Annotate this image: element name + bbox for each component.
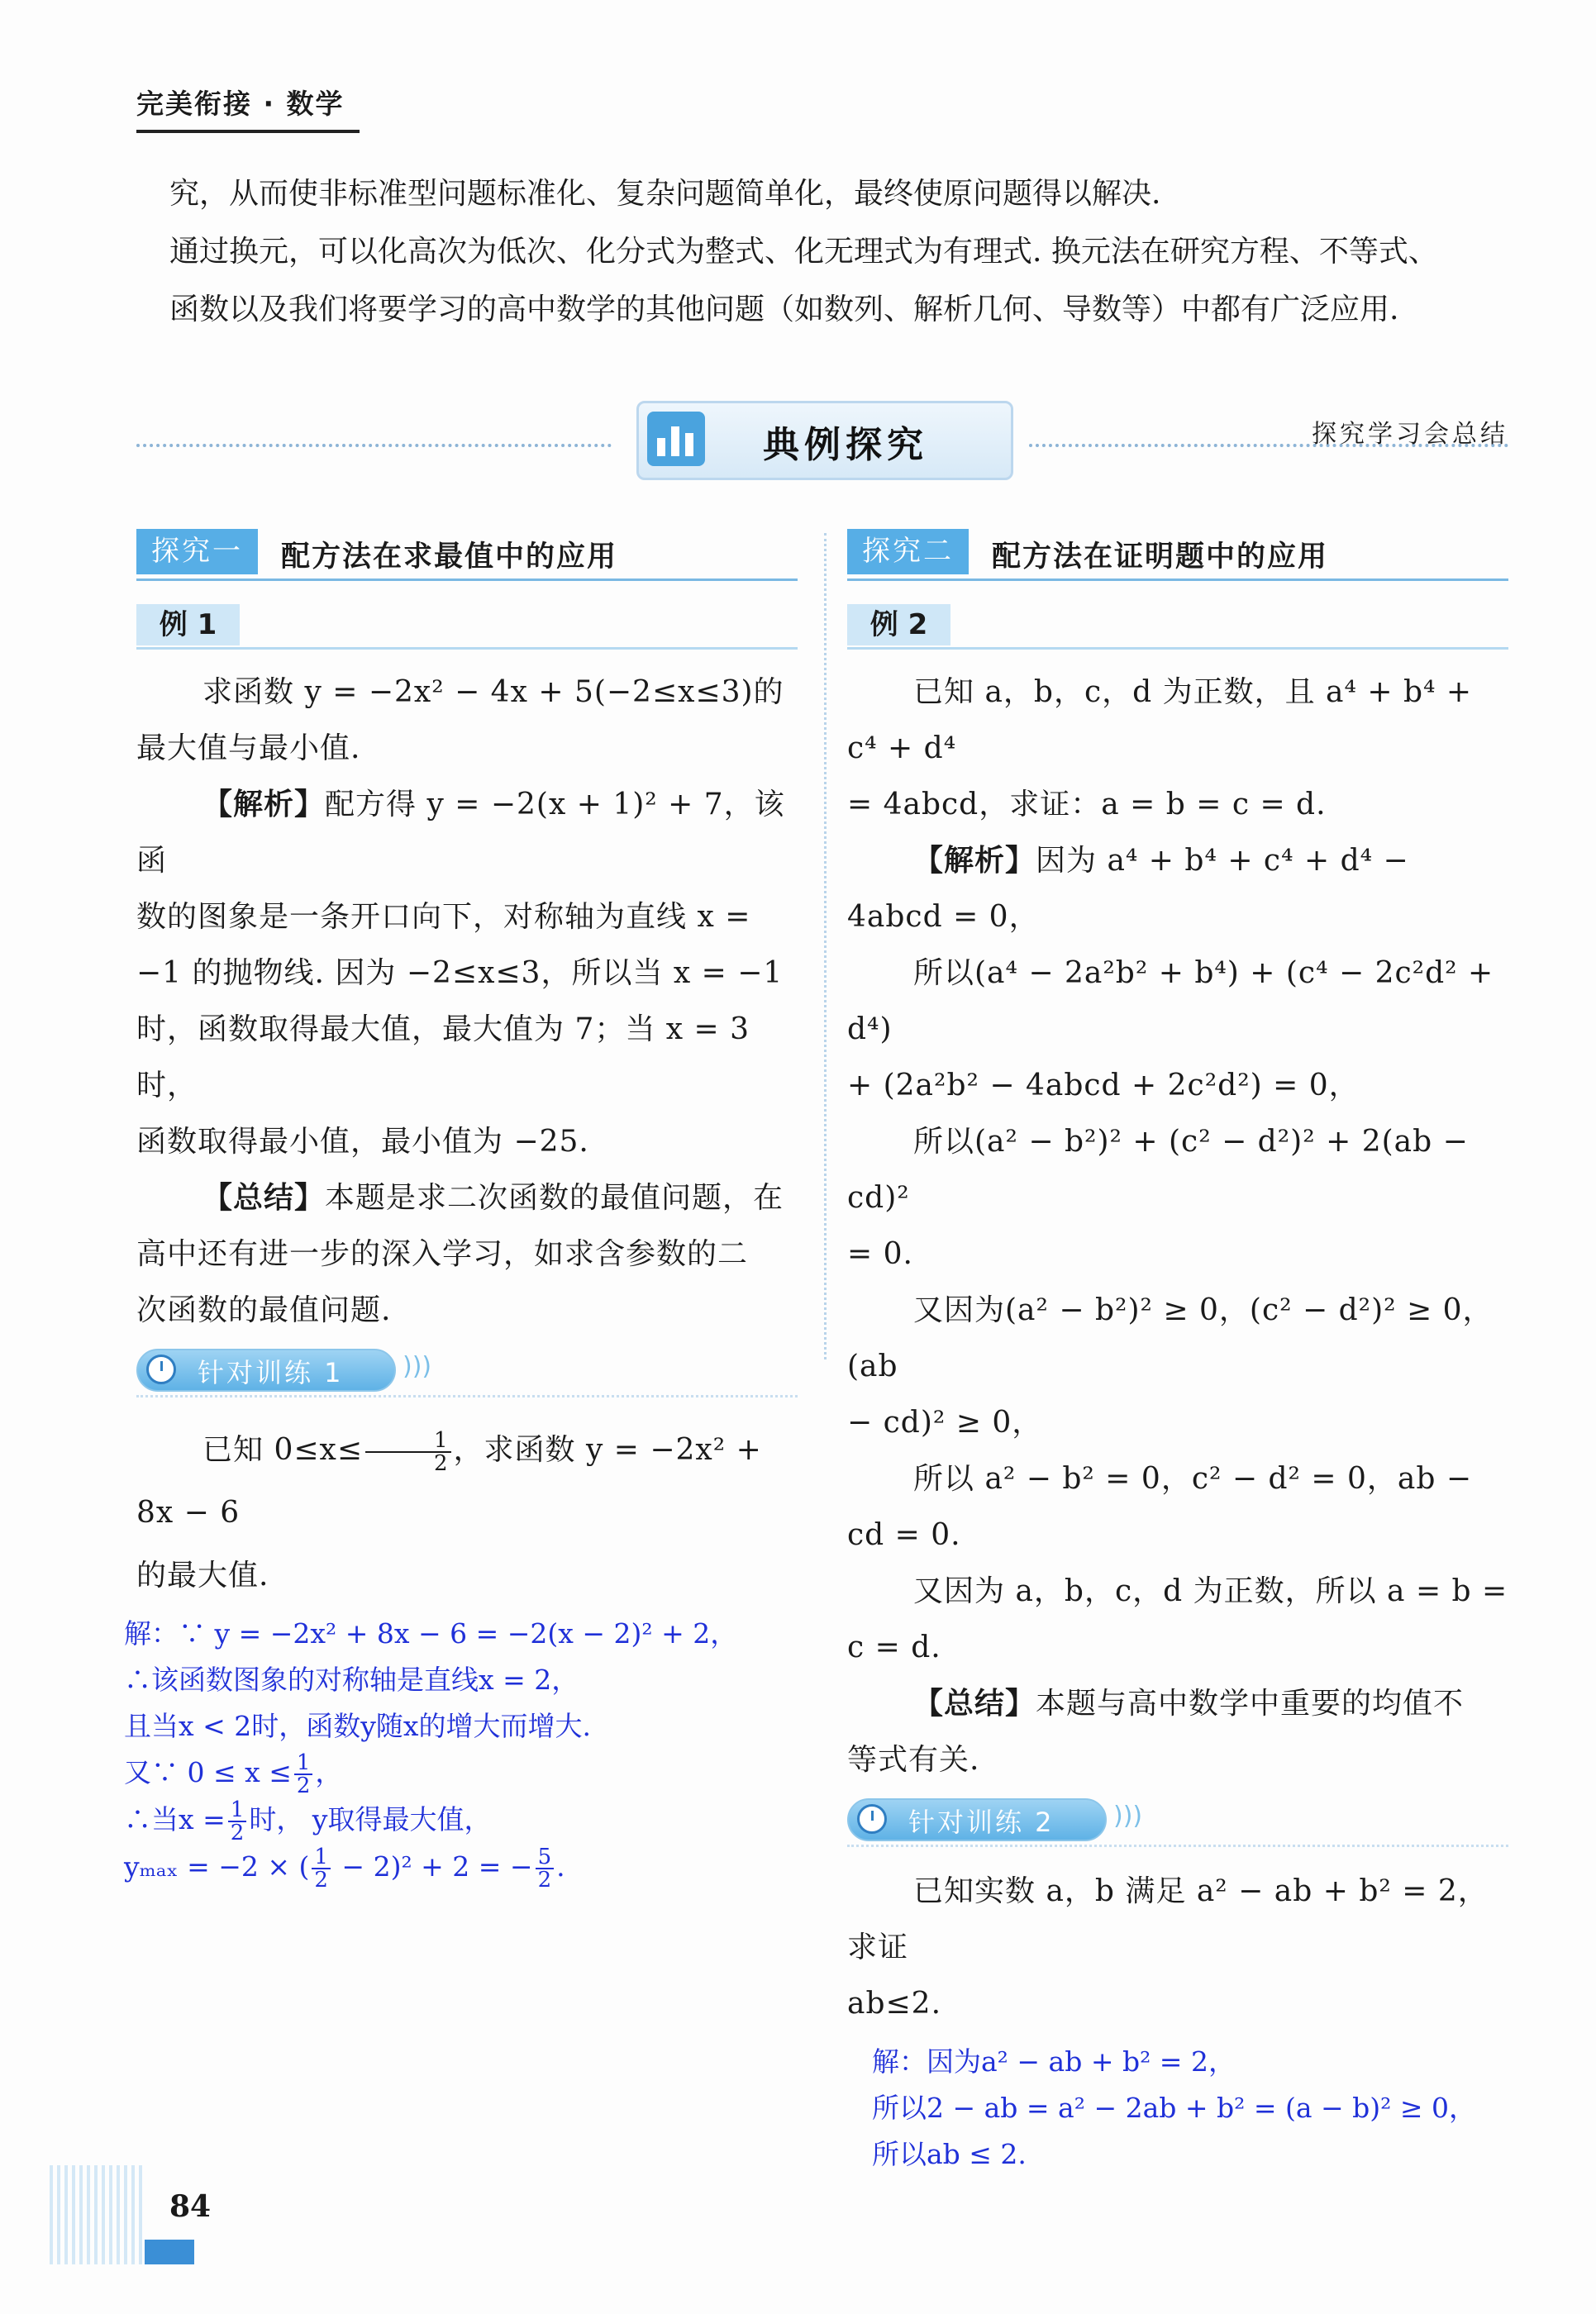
training-line: 已知实数 a，b 满足 a² − ab + b² = 2，求证 xyxy=(847,1874,1489,1964)
summary-line: 【总结】本题是求二次函数的最值问题，在 xyxy=(202,1181,784,1215)
analysis-line: 函数取得最小值，最小值为 −25. xyxy=(136,1125,589,1159)
topic-tag: 探究一 xyxy=(136,529,258,574)
summary-line: 【总结】本题与高中数学中重要的均值不 xyxy=(913,1687,1465,1721)
handwritten-answer: 解：∵ y = −2x² + 8x − 6 = −2(x − 2)² + 2， ∴该函数图象的对称轴是直线x = 2， 且当x < 2时，函数y随x的增大而增大. 又∵ 0 ≤ x ≤ $\frac{1}{2}$ ， ∴当x = $\frac{1}{2}$ 时， y取得最大值， yₘₐₓ = −2 × ( $\frac{1}{2}$ − 2)² + 2 = − $\frac{5}{2}$ . xyxy=(124,1617,738,1893)
analysis-line: −1 的抛物线. 因为 −2≤x≤3，所以当 x = −1 xyxy=(136,956,784,990)
analysis-line: 所以(a⁴ − 2a²b² + b⁴) + (c⁴ − 2c²d² + d⁴) xyxy=(847,956,1494,1046)
analysis-label: 【解析】 xyxy=(913,844,1036,878)
training-badge xyxy=(847,1798,1107,1841)
problem-line: = 4abcd，求证：a = b = c = d. xyxy=(847,788,1327,821)
problem-line: 已知 a，b，c，d 为正数，且 a⁴ + b⁴ + c⁴ + d⁴ xyxy=(847,675,1473,765)
topic-title: 配方法在证明题中的应用 xyxy=(992,540,1329,574)
problem-line: 求函数 y = −2x² − 4x + 5(−2≤x≤3)的 xyxy=(202,675,784,709)
training-header xyxy=(136,1349,798,1397)
signal-wave-icon: ))) xyxy=(403,1352,432,1381)
analysis-line: 【解析】配方得 y = −2(x + 1)² + 7，该函 xyxy=(136,788,785,878)
topic-header xyxy=(136,529,798,581)
section-title: 典例探究 xyxy=(763,424,928,466)
analysis-line: 所以(a² − b²)² + (c² − d²)² + 2(ab − cd)² xyxy=(847,1125,1469,1215)
running-head: 完美衔接 · 数学 xyxy=(136,83,360,133)
topic-header xyxy=(847,529,1508,581)
summary-line: 高中还有进一步的深入学习，如求含参数的二 xyxy=(136,1237,749,1271)
fraction: $\frac{1}{2}$ xyxy=(365,1430,451,1474)
analysis-line: 数的图象是一条开口向下，对称轴为直线 x = xyxy=(136,900,751,934)
analysis-line: 【解析】因为 a⁴ + b⁴ + c⁴ + d⁴ − 4abcd = 0， xyxy=(847,844,1409,934)
example-body xyxy=(136,664,798,1339)
right-column xyxy=(847,529,1508,2178)
example-tag: 例 2 xyxy=(847,604,950,645)
intro-line: 函数以及我们将要学习的高中数学的其他问题（如数列、解析几何、导数等）中都有广泛应用. xyxy=(169,293,1399,326)
training-badge xyxy=(136,1349,396,1392)
summary-label: 【总结】 xyxy=(913,1687,1036,1721)
column-divider xyxy=(824,533,827,1359)
training-line: 已知 0≤x≤ $\frac{1}{2}$ ，求函数 y = −2x² + 8x − 6 xyxy=(136,1428,762,1530)
topic-title: 配方法在求最值中的应用 xyxy=(281,540,618,574)
summary-line: 等式有关. xyxy=(847,1743,980,1777)
alarm-clock-icon xyxy=(146,1355,176,1384)
training-label: 针对训练 1 xyxy=(198,1357,344,1388)
intro-line: 究，从而使非标准型问题标准化、复杂问题简单化，最终使原问题得以解决. xyxy=(169,177,1161,211)
analysis-label: 【解析】 xyxy=(202,788,326,821)
analysis-line: 所以 a² − b² = 0，c² − d² = 0，ab − cd = 0. xyxy=(847,1462,1473,1552)
section-banner xyxy=(636,401,1013,480)
example-tag: 例 1 xyxy=(136,604,240,645)
example-header xyxy=(136,604,798,650)
example-body xyxy=(847,664,1508,1788)
handwritten-answer: 解：因为a² − ab + b² = 2， 所以2 − ab = a² − 2ab + b² = (a − b)² ≥ 0， 所以ab ≤ 2. xyxy=(872,2045,1477,2170)
example-header xyxy=(847,604,1508,650)
analysis-line: + (2a²b² − 4abcd + 2c²d²) = 0， xyxy=(847,1069,1360,1102)
section-banner-row xyxy=(136,401,1508,475)
problem-line: 最大值与最小值. xyxy=(136,731,361,765)
dotted-divider xyxy=(136,444,612,447)
alarm-clock-icon xyxy=(857,1804,887,1834)
analysis-line: = 0. xyxy=(847,1237,913,1271)
page-number-decoration xyxy=(50,2165,145,2264)
training-line: 的最大值. xyxy=(136,1559,269,1593)
summary-line: 次函数的最值问题. xyxy=(136,1293,392,1327)
analysis-line: 又因为(a² − b²)² ≥ 0，(c² − d²)² ≥ 0，(ab xyxy=(847,1293,1494,1383)
training-label: 针对训练 2 xyxy=(908,1807,1055,1838)
training-body xyxy=(136,1419,798,1607)
intro-paragraph xyxy=(169,165,1525,339)
left-column xyxy=(124,529,798,1893)
training-header xyxy=(847,1798,1508,1847)
page-number-bar xyxy=(145,2240,194,2264)
section-subtitle: 探究学习会总结 xyxy=(1312,420,1508,449)
page-number: 84 xyxy=(169,2189,212,2224)
signal-wave-icon: ))) xyxy=(1113,1802,1143,1831)
topic-tag: 探究二 xyxy=(847,529,969,574)
analysis-line: − cd)² ≥ 0， xyxy=(847,1406,1043,1440)
training-line: ab≤2. xyxy=(847,1987,942,2021)
bar-chart-icon xyxy=(647,412,705,466)
training-body xyxy=(847,1864,1508,2032)
analysis-line: 时，函数取得最大值，最大值为 7；当 x = 3 时， xyxy=(136,1012,750,1102)
intro-line: 通过换元，可以化高次为低次、化分式为整式、化无理式为有理式. 换元法在研究方程、不等式、 xyxy=(169,235,1438,269)
analysis-line: 又因为 a，b，c，d 为正数，所以 a = b = c = d. xyxy=(847,1574,1508,1664)
summary-label: 【总结】 xyxy=(202,1181,326,1215)
